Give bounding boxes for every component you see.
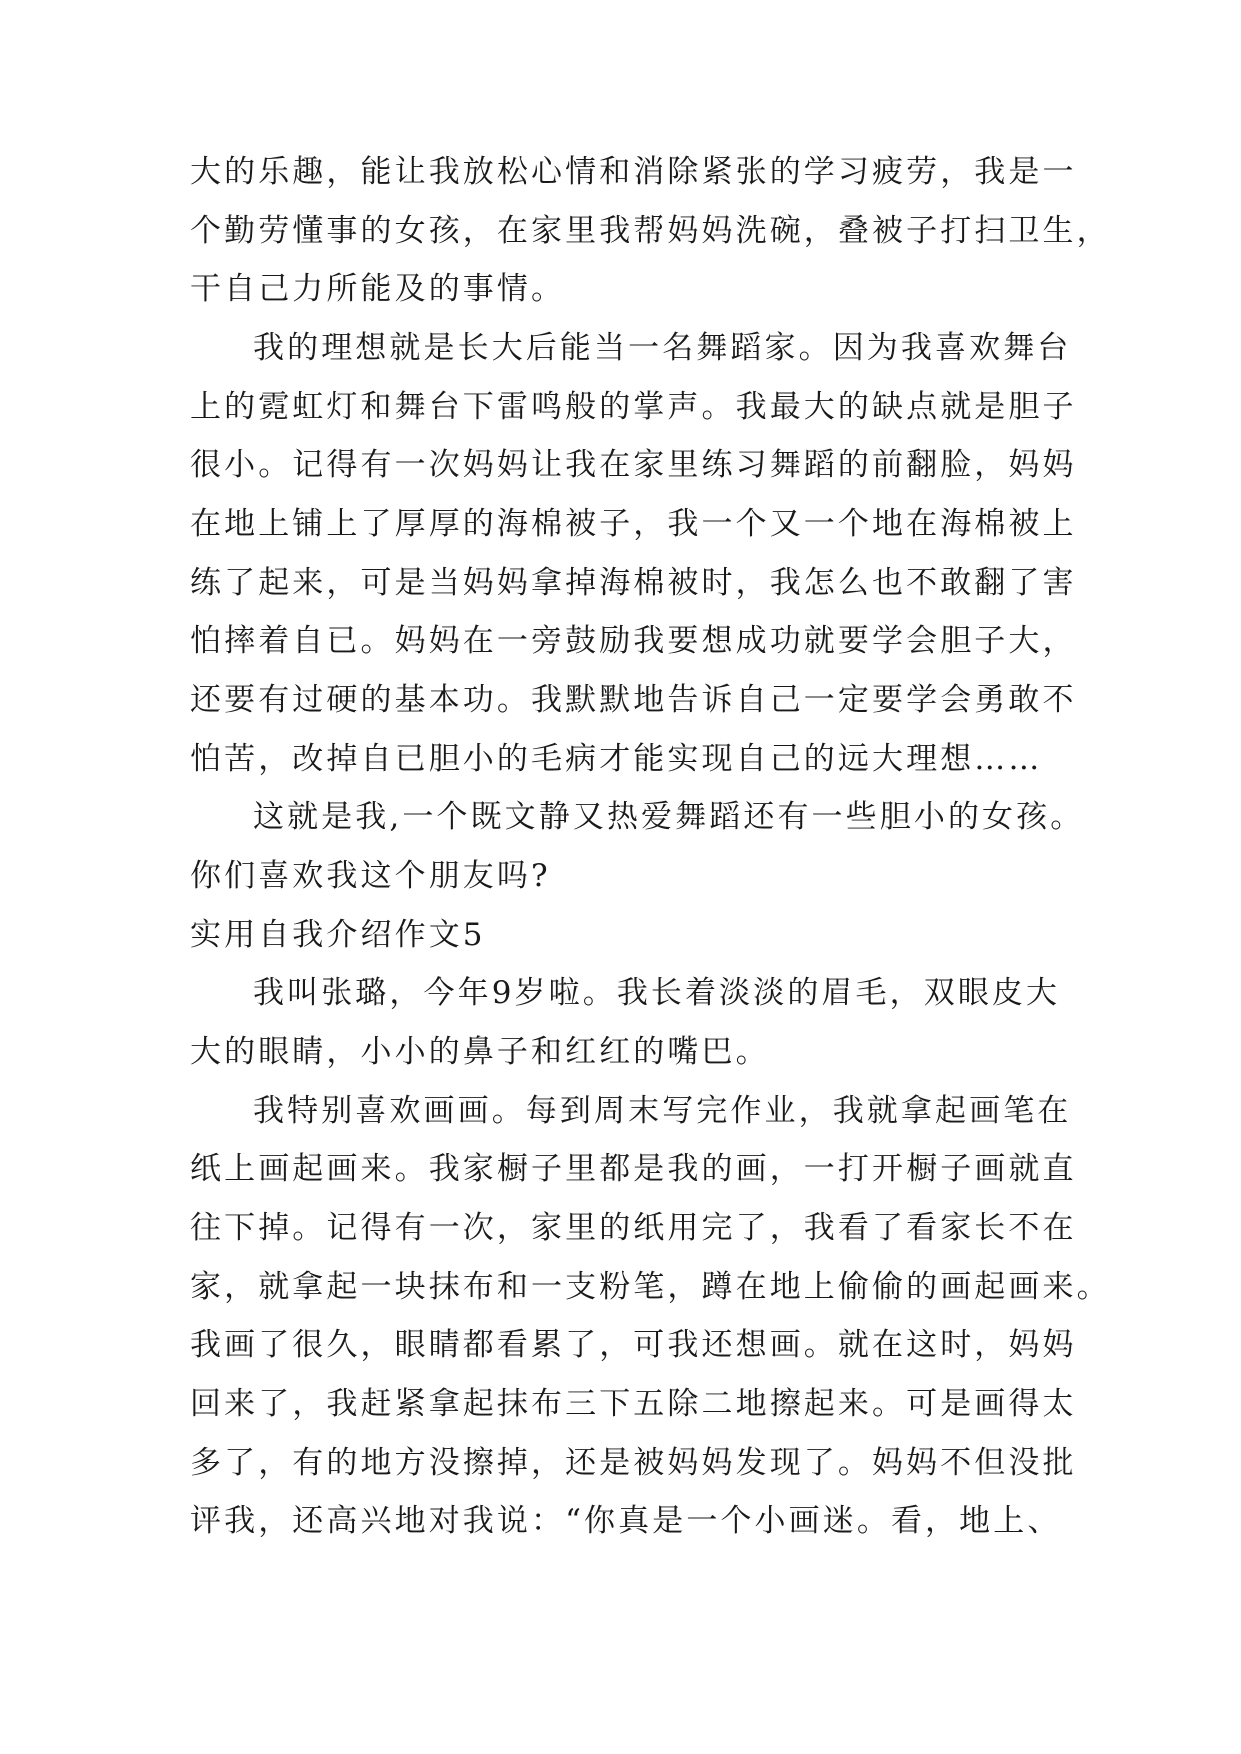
text-line: 干自己力所能及的事情。	[190, 271, 566, 307]
section-heading: 实用自我介绍作文5	[190, 917, 486, 953]
text-line: 大的乐趣，能让我放松心情和消除紧张的学习疲劳，我是一	[190, 154, 1077, 190]
text-line: 很小。记得有一次妈妈让我在家里练习舞蹈的前翻脸，妈妈	[190, 447, 1077, 483]
paragraph-first-line: 我叫张璐，今年9岁啦。我长着淡淡的眉毛，双眼皮大	[253, 975, 1061, 1011]
text-line: 我画了很久，眼睛都看累了，可我还想画。就在这时，妈妈	[190, 1327, 1077, 1363]
text-line: 大的眼睛，小小的鼻子和红红的嘴巴。	[190, 1034, 770, 1070]
text-line: 上的霓虹灯和舞台下雷鸣般的掌声。我最大的缺点就是胆子	[190, 389, 1077, 425]
text-line: 家，就拿起一块抹布和一支粉笔，蹲在地上偷偷的画起画来。	[190, 1269, 1111, 1305]
paragraph-first-line: 我的理想就是长大后能当一名舞蹈家。因为我喜欢舞台	[253, 330, 1072, 366]
text-line: 怕摔着自已。妈妈在一旁鼓励我要想成功就要学会胆子大，	[190, 623, 1077, 659]
text-line: 纸上画起画来。我家橱子里都是我的画，一打开橱子画就直	[190, 1151, 1077, 1187]
text-line: 往下掉。记得有一次，家里的纸用完了，我看了看家长不在	[190, 1210, 1077, 1246]
text-line: 还要有过硬的基本功。我默默地告诉自己一定要学会勇敢不	[190, 682, 1077, 718]
text-line: 练了起来，可是当妈妈拿掉海棉被时，我怎么也不敢翻了害	[190, 565, 1077, 601]
text-line: 多了，有的地方没擦掉，还是被妈妈发现了。妈妈不但没批	[190, 1445, 1077, 1481]
text-line: 评我，还高兴地对我说：“你真是一个小画迷。看，地上、	[190, 1503, 1062, 1539]
paragraph-first-line: 这就是我,一个既文静又热爱舞蹈还有一些胆小的女孩。	[253, 799, 1085, 835]
text-line: 怕苦，改掉自已胆小的毛病才能实现自己的远大理想……	[190, 741, 1043, 777]
paragraph-first-line: 我特别喜欢画画。每到周末写完作业，我就拿起画笔在	[253, 1093, 1072, 1129]
text-line: 回来了，我赶紧拿起抹布三下五除二地擦起来。可是画得太	[190, 1386, 1077, 1422]
text-line: 在地上铺上了厚厚的海棉被子，我一个又一个地在海棉被上	[190, 506, 1077, 542]
text-line: 个勤劳懂事的女孩，在家里我帮妈妈洗碗，叠被子打扫卫生，	[190, 213, 1111, 249]
text-line: 你们喜欢我这个朋友吗?	[190, 858, 551, 894]
